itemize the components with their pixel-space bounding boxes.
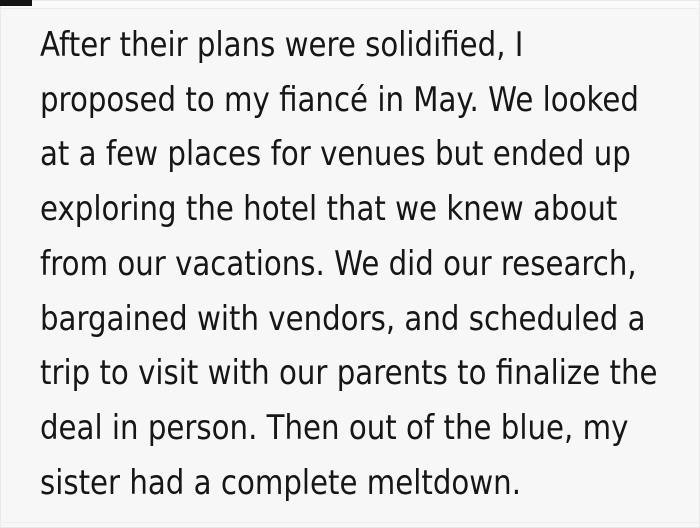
crop-hairline <box>0 8 700 9</box>
story-line: sister had a complete meltdown. <box>40 462 522 503</box>
story-line: exploring the hotel that we knew about <box>40 189 618 230</box>
story-line: deal in person. Then out of the blue, my <box>40 407 629 448</box>
story-line: proposed to my fiancé in May. We looked <box>40 79 639 120</box>
bottom-hairline <box>0 522 700 523</box>
story-line: After their plans were solidified, I <box>40 25 524 65</box>
story-line: from our vacations. We did our research, <box>40 243 637 284</box>
crop-top-strip <box>1 1 699 8</box>
cropped-element-fragment <box>0 0 32 6</box>
story-line: at a few places for venues but ended up <box>40 134 631 175</box>
story-line: trip to visit with our parents to finalize the <box>40 353 658 394</box>
story-paragraph <box>40 18 700 510</box>
story-line: bargained with vendors, and scheduled a <box>40 298 646 339</box>
